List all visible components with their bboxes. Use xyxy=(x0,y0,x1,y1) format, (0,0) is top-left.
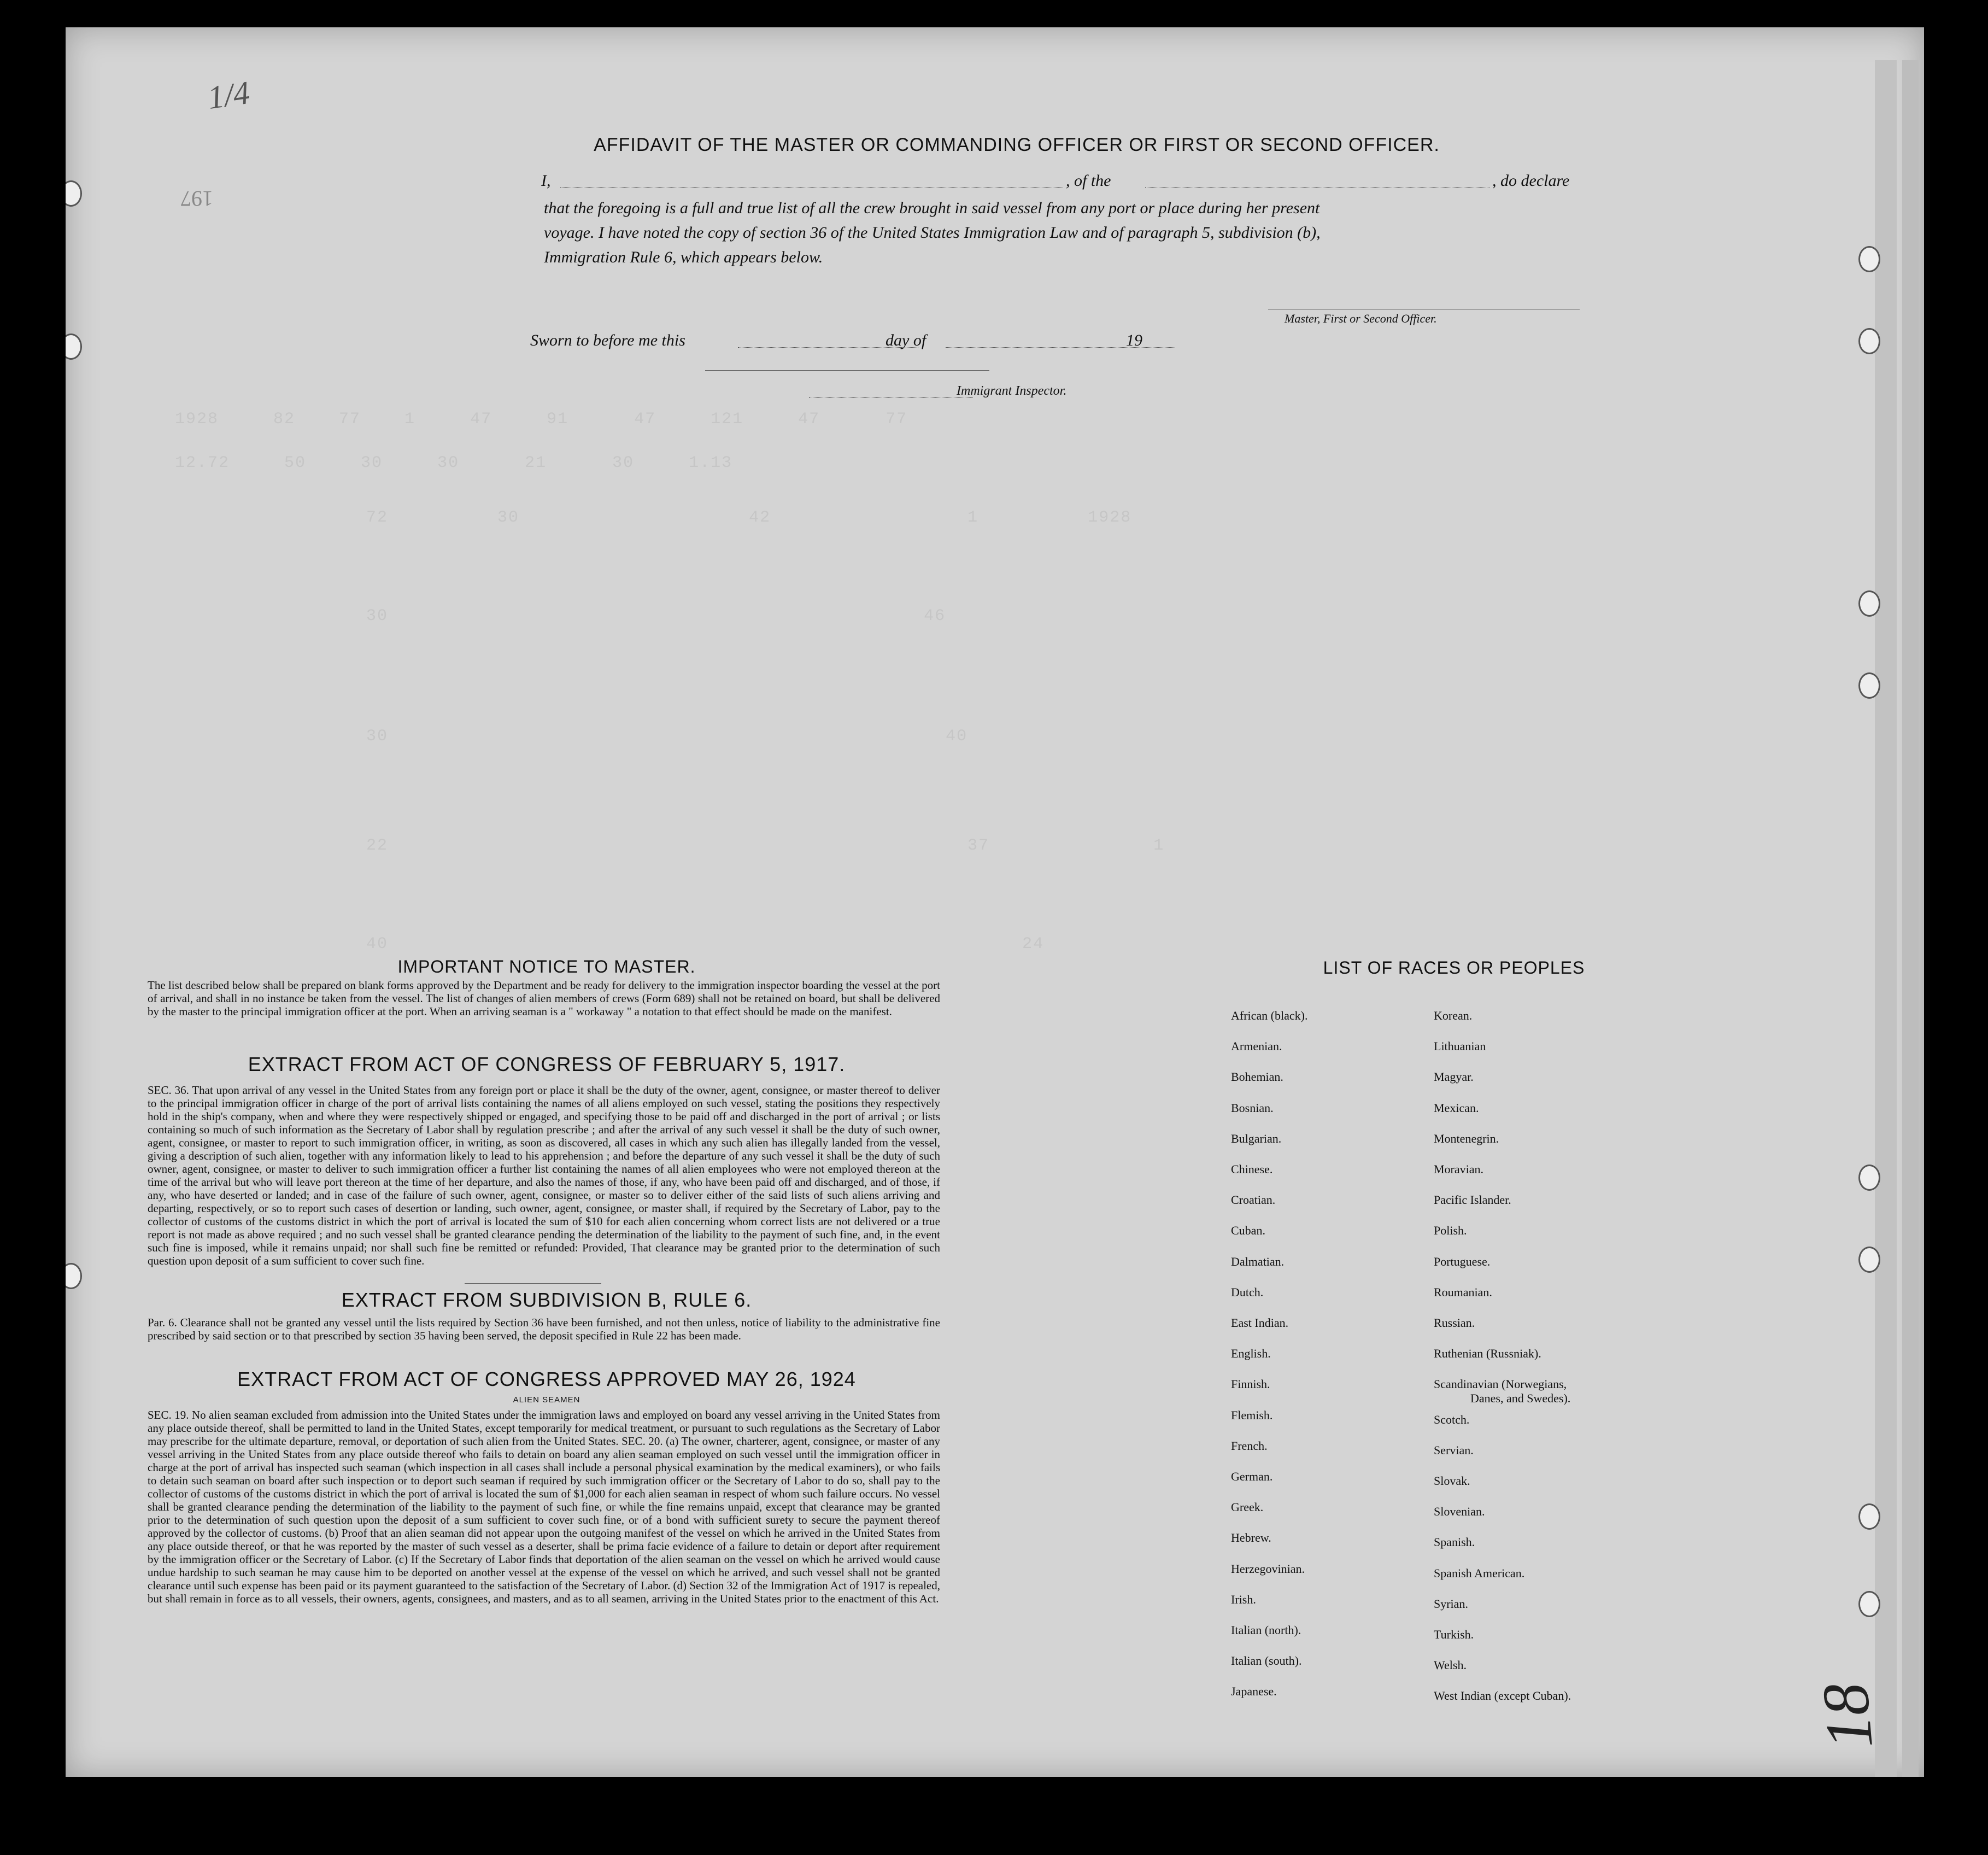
race-item: Irish. xyxy=(1231,1592,1256,1606)
race-item: Portuguese. xyxy=(1434,1254,1491,1268)
binder-hole-icon xyxy=(1858,1503,1880,1530)
race-item: Slovak. xyxy=(1434,1474,1470,1488)
affidavit-line-2: that the foregoing is a full and true list of all the crew brought in said vessel from any port or place during her present xyxy=(544,199,1320,217)
affidavit-i-label: I, xyxy=(541,172,551,190)
race-item: Greek. xyxy=(1231,1500,1264,1514)
race-item: Italian (south). xyxy=(1231,1654,1302,1668)
race-item: Lithuanian xyxy=(1434,1039,1486,1054)
race-item: Russian. xyxy=(1434,1316,1475,1330)
race-item: Magyar. xyxy=(1434,1070,1474,1084)
race-item: Japanese. xyxy=(1231,1684,1277,1699)
inspector-label: Immigrant Inspector. xyxy=(957,384,1067,398)
inspector-blank xyxy=(809,397,973,398)
binder-hole-icon xyxy=(1858,1247,1880,1273)
race-item: Bulgarian. xyxy=(1231,1131,1282,1145)
race-item: Chinese. xyxy=(1231,1162,1273,1176)
binder-hole-icon xyxy=(1858,672,1880,699)
page-number: 197 xyxy=(180,186,213,211)
race-item: Slovenian. xyxy=(1434,1505,1485,1519)
race-item: Korean. xyxy=(1434,1009,1473,1022)
race-item-continuation: Danes, and Swedes). xyxy=(1470,1391,1571,1406)
race-item: Armenian. xyxy=(1231,1039,1282,1054)
affidavit-line-3: voyage. I have noted the copy of section 36 of the United States Immigration Law and of paragraph 5, subdivision (b), xyxy=(544,224,1321,242)
race-item: Italian (north). xyxy=(1231,1623,1301,1637)
race-item: Ruthenian (Russniak). xyxy=(1434,1347,1541,1361)
master-signature-label: Master, First or Second Officer. xyxy=(1285,312,1437,325)
affidavit-do-declare: , do declare xyxy=(1492,172,1570,190)
name-blank xyxy=(560,187,1063,188)
race-item: Hebrew. xyxy=(1231,1531,1271,1545)
binder-hole-icon xyxy=(66,333,82,360)
sworn-year: 19 xyxy=(1126,331,1142,349)
extract-1917-heading: EXTRACT FROM ACT OF CONGRESS OF FEBRUARY 5, 1917. xyxy=(248,1053,846,1075)
race-item: Syrian. xyxy=(1434,1596,1468,1611)
race-item: Mexican. xyxy=(1434,1101,1479,1115)
race-item: German. xyxy=(1231,1470,1273,1483)
race-item: Scandinavian (Norwegians, xyxy=(1434,1377,1567,1391)
section-divider xyxy=(465,1283,601,1284)
race-item: Welsh. xyxy=(1434,1658,1467,1672)
extract-1917-text: SEC. 36. That upon arrival of any vessel in the United States from any foreign port or place it shall be the duty of the owner, agent, consignee, or master thereof to deliver to the principal immigration officer in charge of the port of arrival lists containing the names of all aliens employed on such vessel, stating the positions they respectively hold in the ship's company, when and where they were respectively shipped or engaged, and specifying those to be paid off and discharged in the port of arrival ; or lists containing so much of such information as the Secretary of Labor shall by regulation prescribe ; and after the arrival of any such vessel it shall be the duty of such owner, agent, consignee, or master to report to such immigration officer, in writing, as soon as discovered, all cases in which any such alien has illegally landed from the vessel, giving a description of such alien, together with any information likely to lead to his apprehension ; and before the departure of any such vessel it shall be the duty of such owner, agent, consignee, or master to deliver to such immigration officer a further list containing the names of all alien employees who were not employed thereon at the time of the arrival but who will leave port thereon at the time of her departure, and also the names of those, if any, who have been paid off and discharged, and of those, if any, who have deserted or landed; and in case of the failure of such owner, agent, consignee, or master so to deliver either of the said lists of such aliens arriving and departing, respectively, or so to report such cases of desertion or landing, such owner, agent, consignee, or master shall, if required by the Secretary of Labor, pay to the collector of customs of the customs district in which the port of arrival is located the sum of $10 for each alien concerning whom correct lists are not delivered or a true report is not made as above required ; and no such vessel shall be granted clearance pending the determination of the liability to the payment of such fine, and, in the event such fine is imposed, while it remains unpaid; nor shall such fine be remitted or refunded: Provided, That clearance may be granted prior to the determination of such question upon deposit of a sum sufficient to cover such fine. xyxy=(148,1084,940,1267)
race-item: East Indian. xyxy=(1231,1316,1289,1330)
race-item: Finnish. xyxy=(1231,1377,1270,1391)
race-item: Turkish. xyxy=(1434,1628,1474,1641)
race-item: Bohemian. xyxy=(1231,1070,1283,1084)
inspector-signature-line xyxy=(705,370,989,371)
extract-1924-heading: EXTRACT FROM ACT OF CONGRESS APPROVED MAY 26, 1924 xyxy=(237,1368,856,1390)
vessel-blank xyxy=(1145,187,1489,188)
affidavit-title: AFFIDAVIT OF THE MASTER OR COMMANDING OFFICER OR FIRST OR SECOND OFFICER. xyxy=(594,134,1440,155)
race-item: Cuban. xyxy=(1231,1224,1265,1238)
race-item: Moravian. xyxy=(1434,1162,1484,1176)
binder-hole-icon xyxy=(1858,590,1880,617)
page-edge-strip xyxy=(1902,60,1919,1777)
race-item: Roumanian. xyxy=(1434,1285,1492,1299)
race-item: Scotch. xyxy=(1434,1412,1470,1426)
race-item: African (black). xyxy=(1231,1009,1308,1022)
affidavit-of-the: , of the xyxy=(1066,172,1111,190)
race-item: Pacific Islander. xyxy=(1434,1193,1511,1207)
rule6-heading: EXTRACT FROM SUBDIVISION B, RULE 6. xyxy=(341,1289,752,1311)
binder-hole-icon xyxy=(1858,246,1880,272)
document-page: 1928 82 77 1 47 91 47 121 47 77 12.72 50 30 30 21 30 1.13 72 30 42 1 1928 30 46 30 40 22 37 1 40 24 1/4 197 18 AFFIDAVIT OF THE MASTER OR COMMANDING OFFICER OR FIRST OR SECOND OFFICER. I, , of the , do declare that the foregoing is a full and true list of all the crew brought in said vessel from any port or place during her present voyage. I have noted the copy of section 36 of the United States Immigration Law and of paragraph 5, subdivision (b), Immigration Rule 6, which appears below. Master, First or Second Officer. Sworn to before me this day of 19 Immigrant Inspector. IMPORTANT NOTICE TO MASTER. The list described below shall be prepared on blank forms approved by the Department and be ready for delivery to the immigration inspector boarding the vessel at the port of arrival, and shall in no instance be taken from the vessel. The list of changes of alien members of crews (Form 689) shall not be retained on board, but shall be delivered by the master to the principal immigration officer at the port. When an arriving seaman is a " workaway " a notation to that effect should be made on the manifest. EXTRACT FROM ACT OF CONGRESS OF FEBRUARY 5, 1917. SEC. 36. That upon arrival of any vessel in the United States from any foreign port or place it shall be the duty of the owner, agent, consignee, or master thereof to deliver to the principal immigration officer in charge of the port of arrival lists containing the names of all aliens employed on such vessel, stating the positions they respectively hold in the ship's company, when and where they were respectively shipped or engaged, and specifying those to be paid off and discharged in the port of arrival ; or lists containing so much of such information as the Secretary of Labor shall by regulation prescribe ; and after the arrival of any such vessel it shall be the duty of such owner, agent, consignee, or master to report to such immigration officer, in writing, as soon as discovered, all cases in which any such alien has illegally landed from the vessel, giving a description of such alien, together with any information likely to lead to his apprehension ; and before the departure of any such vessel it shall be the duty of such owner, agent, consignee, or master to deliver to such immigration officer a further list containing the names of all alien employees who were not employed thereon at the time of the arrival but who will leave port thereon at the time of her departure, and also the names of those, if any, who have been paid off and discharged, and of those, if any, who have deserted or landed; and in case of the failure of such owner, agent, consignee, or master so to deliver either of the said lists of such aliens arriving and departing, respectively, or so to report such cases of desertion or landing, such owner, agent, consignee, or master shall, if required by the Secretary of Labor, pay to the collector of customs of the customs district in which the port of arrival is located the sum of $10 for each alien concerning whom correct lists are not delivered or a true report is not made as above required ; and no such vessel shall be granted clearance pending the determination of the liability to the payment of such fine, and, in the event such fine is imposed, while it remains unpaid; nor shall such fine be remitted or refunded: Provided, That clearance may be granted prior to the determination of such question upon deposit of a sum sufficient to cover such fine. EXTRACT FROM SUBDIVISION B, RULE 6. Par. 6. Clearance shall not be granted any vessel until the lists required by Section 36 have been furnished, and not then unless, notice of liability to the administrative fine prescribed by said section or to that prescribed by section 35 having been served, the deposit specified in Rule 22 has been made. EXTRACT FROM ACT OF CONGRESS APPROVED MAY 26, 1924 ALIEN SEAMEN SEC. 19. No alien seaman excluded from admission into the United States under the immigration laws and employed on board any vessel arriving in the United States from any place outside thereof, shall be permitted to land in the United States, except temporarily for medical treatment, or pursuant to such regulations as the Secretary of Labor may prescribe for the ultimate departure, removal, or deportation of such alien from the United States. SEC. 20. (a) The owner, charterer, agent, consignee, or master of any vessel arriving in the United States from any place outside thereof who fails to detain on board any alien seaman employed on such vessel until the immigration officer in charge at the port of arrival has inspected such seaman (which inspection in all cases shall include a personal physical examination by the medical examiners), or who fails to detain such seaman on board after such inspection or to deport such seaman if required by such immigration officer or the Secretary of Labor to do so, shall pay to the collector of customs of the customs district in which the port of arrival is located the sum of $1,000 for each alien seaman in respect of whom such failure occurs. No vessel shall be granted clearance pending the determination of the liability to the payment of such fine, or while the fine remains unpaid, except that clearance may be granted prior to the determination of such question upon the deposit of a sum sufficient to cover such fine, or of a bond with sufficient surety to secure the payment thereof approved by the collector of customs. (b) Proof that an alien seaman did not appear upon the outgoing manifest of the vessel on which he arrived in the United States from any place outside thereof, or that he was reported by the master of such vessel as a deserter, shall be prima facie evidence of a failure to detain or deport after requirement by the immigration officer or the Secretary of Labor. (c) If the Secretary of Labor finds that deportation of the alien seaman on the vessel on which he arrived would cause undue hardship to such seaman he may cause him to be deported on another vessel at the expense of the vessel on which he arrived, and such vessel shall not be granted clearance until such expense has been paid or its payment guaranteed to the satisfaction of the Secretary of Labor. (d) Section 32 of the Immigration Act of 1917 is repealed, but shall remain in force as to all vessels, their owners, agents, consignees, and masters, and as to all seamen, arriving in the United States prior to the enactment of this Act. LIST OF RACES OR PEOPLES African (black). Armenian. Bohemian. Bosnian. Bulgarian. Chinese. Croatian. Cuban. Dalmatian. Dutch. East Indian. English. Finnish. Flemish. French. German. Greek. Hebrew. Herzegovinian. Irish. Italian (north). Italian (south). Japanese. Korean. Lithuanian Magyar. Mexican. Montenegrin. Moravian. Pacific Islander. Polish. Portuguese. Roumanian. Russian. Ruthenian (Russniak). Scandinavian (Norwegians, Danes, and Swedes). Scotch. Servian. Slovak. Slovenian. Spanish. Spanish American. Syrian. Turkish. Welsh. West Indian (except Cuban). xyxy=(66,27,1924,1777)
corner-mark: 1/4 xyxy=(205,74,252,116)
binder-hole-icon xyxy=(1858,1591,1880,1617)
race-item: Servian. xyxy=(1434,1443,1474,1457)
day-of-label: day of xyxy=(885,331,926,349)
race-item: Montenegrin. xyxy=(1434,1131,1499,1145)
race-item: Dalmatian. xyxy=(1231,1254,1285,1268)
binder-hole-icon xyxy=(1858,328,1880,354)
rule6-text: Par. 6. Clearance shall not be granted any vessel until the lists required by Section 36 have been furnished, and not then unless, notice of liability to the administrative fine prescribed by said section or to that prescribed by section 35 having been served, the deposit specified in Rule 22 has been made. xyxy=(148,1316,940,1342)
handwritten-page-number: 18 xyxy=(1808,1680,1886,1752)
race-item: English. xyxy=(1231,1347,1271,1361)
extract-1924-text: SEC. 19. No alien seaman excluded from admission into the United States under the immigration laws and employed on board any vessel arriving in the United States from any place outside thereof, shall be permitted to land in the United States, except temporarily for medical treatment, or pursuant to such regulations as the Secretary of Labor may prescribe for the ultimate departure, removal, or deportation of such alien from the United States. SEC. 20. (a) The owner, charterer, agent, consignee, or master of any vessel arriving in the United States from any place outside thereof who fails to detain on board any alien seaman employed on such vessel until the immigration officer in charge at the port of arrival has inspected such seaman (which inspection in all cases shall include a personal physical examination by the medical examiners), or who fails to detain such seaman on board after such inspection or to deport such seaman if required by such immigration officer or the Secretary of Labor to do so, shall pay to the collector of customs of the customs district in which the port of arrival is located the sum of $1,000 for each alien seaman in respect of whom such failure occurs. No vessel shall be granted clearance pending the determination of the liability to the payment of such fine, or while the fine remains unpaid, except that clearance may be granted prior to the determination of such question upon the deposit of a sum sufficient to cover such fine, or of a bond with sufficient surety to secure the payment thereof approved by the collector of customs. (b) Proof that an alien seaman did not appear upon the outgoing manifest of the vessel on which he arrived in the United States from any place outside thereof, or that he was reported by the master of such vessel as a deserter, shall be prima facie evidence of a failure to detain or deport after requirement by the immigration officer or the Secretary of Labor. (c) If the Secretary of Labor finds that deportation of the alien seaman on the vessel on which he arrived would cause undue hardship to such seaman he may cause him to be deported on another vessel at the expense of the vessel on which he arrived, and such vessel shall not be granted clearance until such expense has been paid or its payment guaranteed to the satisfaction of the Secretary of Labor. (d) Section 32 of the Immigration Act of 1917 is repealed, but shall remain in force as to all vessels, their owners, agents, consignees, and masters, and as to all seamen, arriving in the United States prior to the enactment of this Act. xyxy=(148,1408,940,1605)
race-item: Polish. xyxy=(1434,1224,1467,1238)
race-item: French. xyxy=(1231,1438,1268,1453)
races-heading: LIST OF RACES OR PEOPLES xyxy=(1323,958,1585,978)
race-item: Flemish. xyxy=(1231,1408,1273,1422)
binder-hole-icon xyxy=(1858,1165,1880,1191)
race-item: Croatian. xyxy=(1231,1193,1276,1207)
race-item: Bosnian. xyxy=(1231,1101,1274,1115)
race-item: Herzegovinian. xyxy=(1231,1561,1305,1576)
alien-seamen-subheading: ALIEN SEAMEN xyxy=(513,1395,580,1405)
binder-hole-icon xyxy=(66,1263,82,1289)
race-item: West Indian (except Cuban). xyxy=(1434,1689,1571,1703)
notice-text: The list described below shall be prepared on blank forms approved by the Department and be ready for delivery to the immigration inspector boarding the vessel at the port of arrival, and shall in no instance be taken from the vessel. The list of changes of alien members of crews (Form 689) shall not be retained on board, but shall be delivered by the master to the principal immigration officer at the port. When an arriving seaman is a " workaway " a notation to that effect should be made on the manifest. xyxy=(148,979,940,1018)
race-item: Dutch. xyxy=(1231,1285,1264,1299)
sworn-label: Sworn to before me this xyxy=(530,331,685,349)
binder-hole-icon xyxy=(66,180,82,207)
notice-heading: IMPORTANT NOTICE TO MASTER. xyxy=(397,957,696,976)
affidavit-line-4: Immigration Rule 6, which appears below. xyxy=(544,248,823,266)
race-item: Spanish. xyxy=(1434,1535,1475,1549)
race-item: Spanish American. xyxy=(1434,1566,1525,1580)
